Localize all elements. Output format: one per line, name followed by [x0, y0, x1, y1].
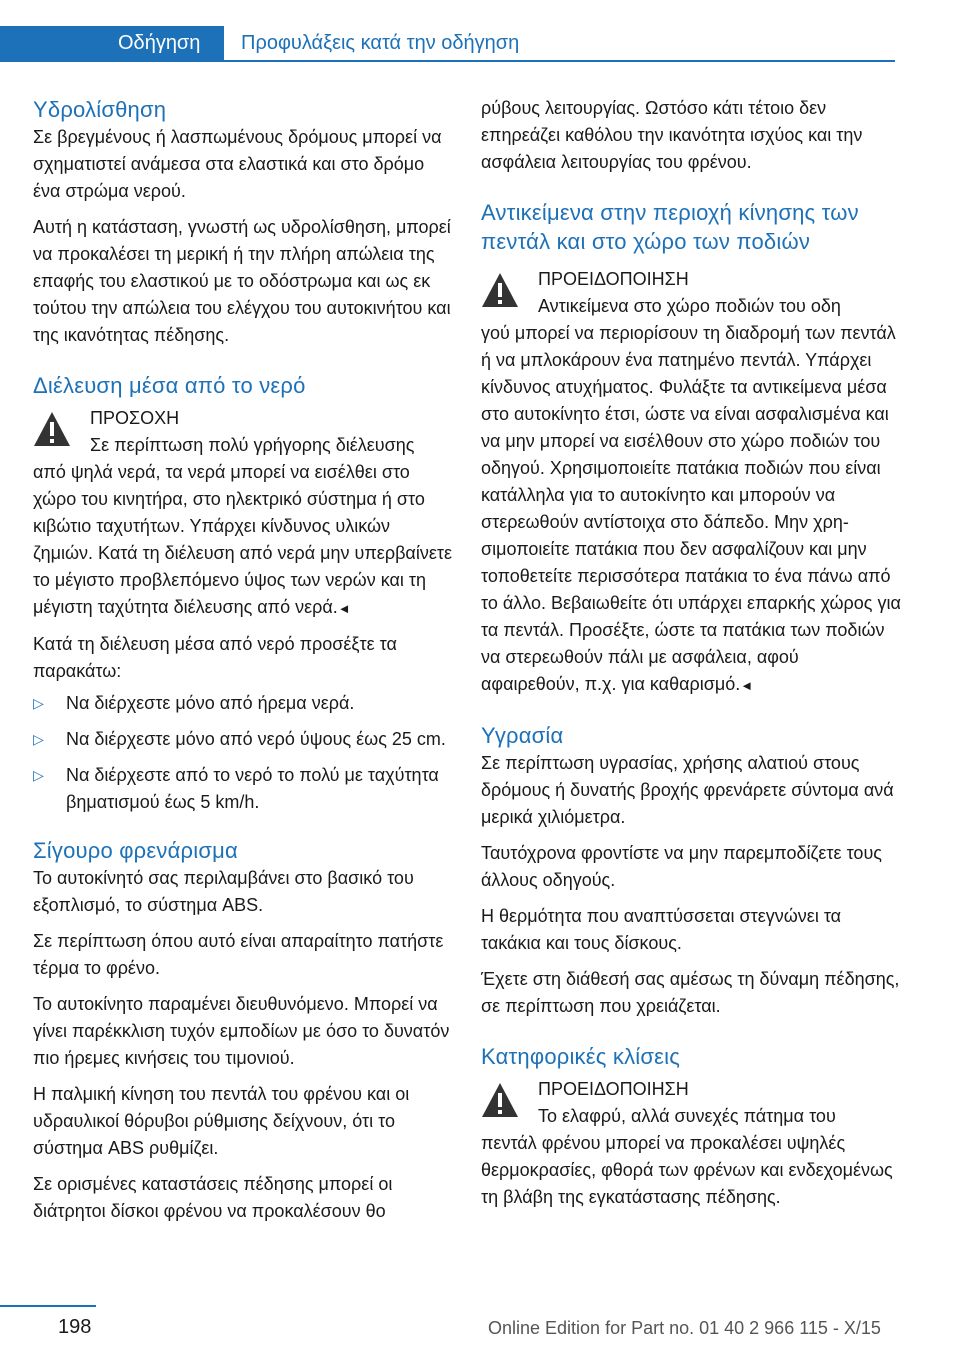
- list-item: ▷ Να διέρχεστε μόνο από νερό ύψους έως 25 cm.: [33, 726, 453, 753]
- warning-triangle-icon: [481, 1082, 519, 1118]
- heading-safe-braking: Σίγουρο φρενάρισμα: [33, 838, 238, 863]
- paragraph: Σε περίπτωση όπου αυτό είναι απαραίτητο πατήστε τέρμα το φρένο.: [33, 931, 444, 978]
- paragraph: Ταυτόχρονα φροντίστε να μην παρεμποδίζετε τους άλλους οδηγούς.: [481, 843, 882, 890]
- warning-triangle-icon: [33, 411, 71, 447]
- end-marker: ◄: [337, 601, 351, 616]
- warning-text: γού μπορεί να περιορίσουν τη διαδρομή των πεντάλ ή να μπλοκάρουν ένα πατημένο πεντάλ. Υπάρχει κίνδυνος ατυχήματος. Φυλάξτε τα αντικείμενα μέσα στο αυτοκίνητο έτσι, ώστε να είναι ασφαλισμένα και να μην μπορεί να εισέλθουν στο χώρο ποδιών του οδηγού. Χρησιμοποιείτε πατάκια ποδιών που είναι κατάλληλα για το αυτοκίνητο και μπορούν να στερεωθούν αντίστοιχα στο δάπεδο. Μην χρησιμοποιείτε πατάκια που δεν ασφαλίζουν και μην τοποθετείτε περισσότερα πατάκια το ένα πάνω από το άλλο. Βεβαιωθείτε ότι υπάρχει επαρκής χώρος για τα πεντάλ. Προσέξτε, ώστε τα πατάκια των ποδιών να στερεωθούν πάλι με ασφάλεια, αφού αφαιρεθούν, π.χ. για καθαρισμό.: [481, 323, 901, 694]
- warning-first-line: Αντικείμενα στο χώρο ποδιών του οδη: [538, 296, 841, 316]
- paragraph: Το αυτοκίνητο παραμένει διευθυνόμενο. Μπορεί να γίνει παρέκκλιση τυχόν εμποδίων με όσο το δυνατόν πιο ήρεμες κινήσεις του τιμονιού.: [33, 994, 450, 1068]
- footer-divider: [0, 1305, 96, 1307]
- page-header: [0, 0, 960, 62]
- warning-title: ΠΡΟΕΙΔΟΠΟΙΗΣΗ: [538, 1079, 689, 1099]
- warning-title: ΠΡΟΕΙΔΟΠΟΙΗΣΗ: [538, 269, 689, 289]
- warning-block: [481, 266, 901, 699]
- paragraph: ρύβους λειτουργίας. Ωστόσο κάτι τέτοιο δεν επηρεάζει καθόλου την ικανότητα ισχύος και την ασφάλεια λειτουργίας του φρένου.: [481, 98, 863, 172]
- list-item: ▷ Να διέρχεστε από το νερό το πολύ με ταχύτητα βηματισμού έως 5 km/h.: [33, 762, 453, 816]
- paragraph: Σε βρεγμένους ή λασπωμένους δρόμους μπορεί να σχηματιστεί ανάμεσα στα ελαστικά και στο δρόμο ένα στρώμα νερού.: [33, 127, 442, 201]
- left-column: [33, 95, 453, 1225]
- paragraph: Αυτή η κατάσταση, γνωστή ως υδρολίσθηση, μπορεί να προκαλέσει τη μερική ή την πλήρη απώλεια της επαφής του ελαστικού με το οδόστρωμα και ως εκ τούτου την απώλεια του ελέγχου του αυτοκινήτου και της ικανότητας πέδησης.: [33, 217, 451, 345]
- end-marker: ◄: [740, 678, 754, 693]
- caution-first-line: Σε περίπτωση πολύ γρήγορης διέλευσης: [90, 435, 415, 455]
- paragraph: Η θερμότητα που αναπτύσσεται στεγνώνει τα τακάκια και τους δίσκους.: [481, 906, 842, 953]
- header-divider: [0, 60, 895, 62]
- heading-moisture: Υγρασία: [481, 723, 564, 748]
- caution-title: ΠΡΟΣΟΧΗ: [90, 408, 180, 428]
- warning-first-line: Το ελαφρύ, αλλά συνεχές πάτημα του: [538, 1106, 836, 1126]
- water-crossing-list: [33, 690, 453, 816]
- heading-pedal-objects: Αντικείμενα στην περιοχή κίνησης των πεντάλ και στο χώρο των ποδιών: [481, 200, 859, 254]
- heading-downhill-slopes: Κατηφορικές κλίσεις: [481, 1044, 681, 1069]
- right-column: [481, 95, 901, 1211]
- paragraph: Έχετε στη διάθεσή σας αμέσως τη δύναμη πέδησης, σε περίπτωση που χρειάζεται.: [481, 969, 900, 1016]
- caution-block: [33, 405, 453, 622]
- heading-water-crossing: Διέλευση μέσα από το νερό: [33, 373, 306, 398]
- bullet-icon: ▷: [33, 767, 44, 783]
- paragraph: Η παλμική κίνηση του πεντάλ του φρένου και οι υδραυλικοί θόρυβοι ρύθμισης δείχνουν, ότι το σύστημα ABS ρυθμίζει.: [33, 1084, 410, 1158]
- bullet-icon: ▷: [33, 695, 44, 711]
- page-number: 198: [58, 1316, 92, 1338]
- edition-label: Online Edition for Part no. 01 40 2 966 115 - X/15: [488, 1318, 881, 1338]
- warning-triangle-icon: [481, 272, 519, 308]
- chapter-tab: Οδήγηση: [0, 26, 224, 60]
- warning-block: [481, 1076, 901, 1211]
- caution-text: από ψηλά νερά, τα νερά μπορεί να εισέλθει στο χώρο του κινητήρα, στο ηλεκτρικό σύστημα ή στο κιβώτιο ταχυτήτων. Υπάρχει κίνδυνος υλικών ζημιών. Κατά τη διέλευση από νερά μην υπερβαίνετε το μέγιστο προβλεπόμενο ύψος των νερών και τη μέγιστη ταχύτητα διέλευσης από νερά.: [33, 462, 452, 617]
- list-item: ▷ Να διέρχεστε μόνο από ήρεμα νερά.: [33, 690, 453, 717]
- bullet-icon: ▷: [33, 731, 44, 747]
- heading-hydroplaning: Υδρολίσθηση: [33, 97, 167, 122]
- section-tab: Προφυλάξεις κατά την οδήγηση: [241, 32, 520, 54]
- paragraph: Το αυτοκίνητό σας περιλαμβάνει στο βασικό του εξοπλισμό, το σύστημα ABS.: [33, 868, 414, 915]
- paragraph: Σε περίπτωση υγρασίας, χρήσης αλατιού στους δρόμους ή δυνατής βροχής φρενάρετε σύντομα ανά μερικά χιλιόμετρα.: [481, 753, 894, 827]
- warning-text: πεντάλ φρένου μπορεί να προκαλέσει υψηλές θερμοκρασίες, φθορά των φρένων και ενδεχομένως τη βλάβη της εγκατάστασης πέδησης.: [481, 1133, 893, 1207]
- paragraph: Κατά τη διέλευση μέσα από νερό προσέξτε τα παρακάτω:: [33, 634, 397, 681]
- paragraph: Σε ορισμένες καταστάσεις πέδησης μπορεί οι διάτρητοι δίσκοι φρένου να προκαλέσουν θο: [33, 1174, 393, 1221]
